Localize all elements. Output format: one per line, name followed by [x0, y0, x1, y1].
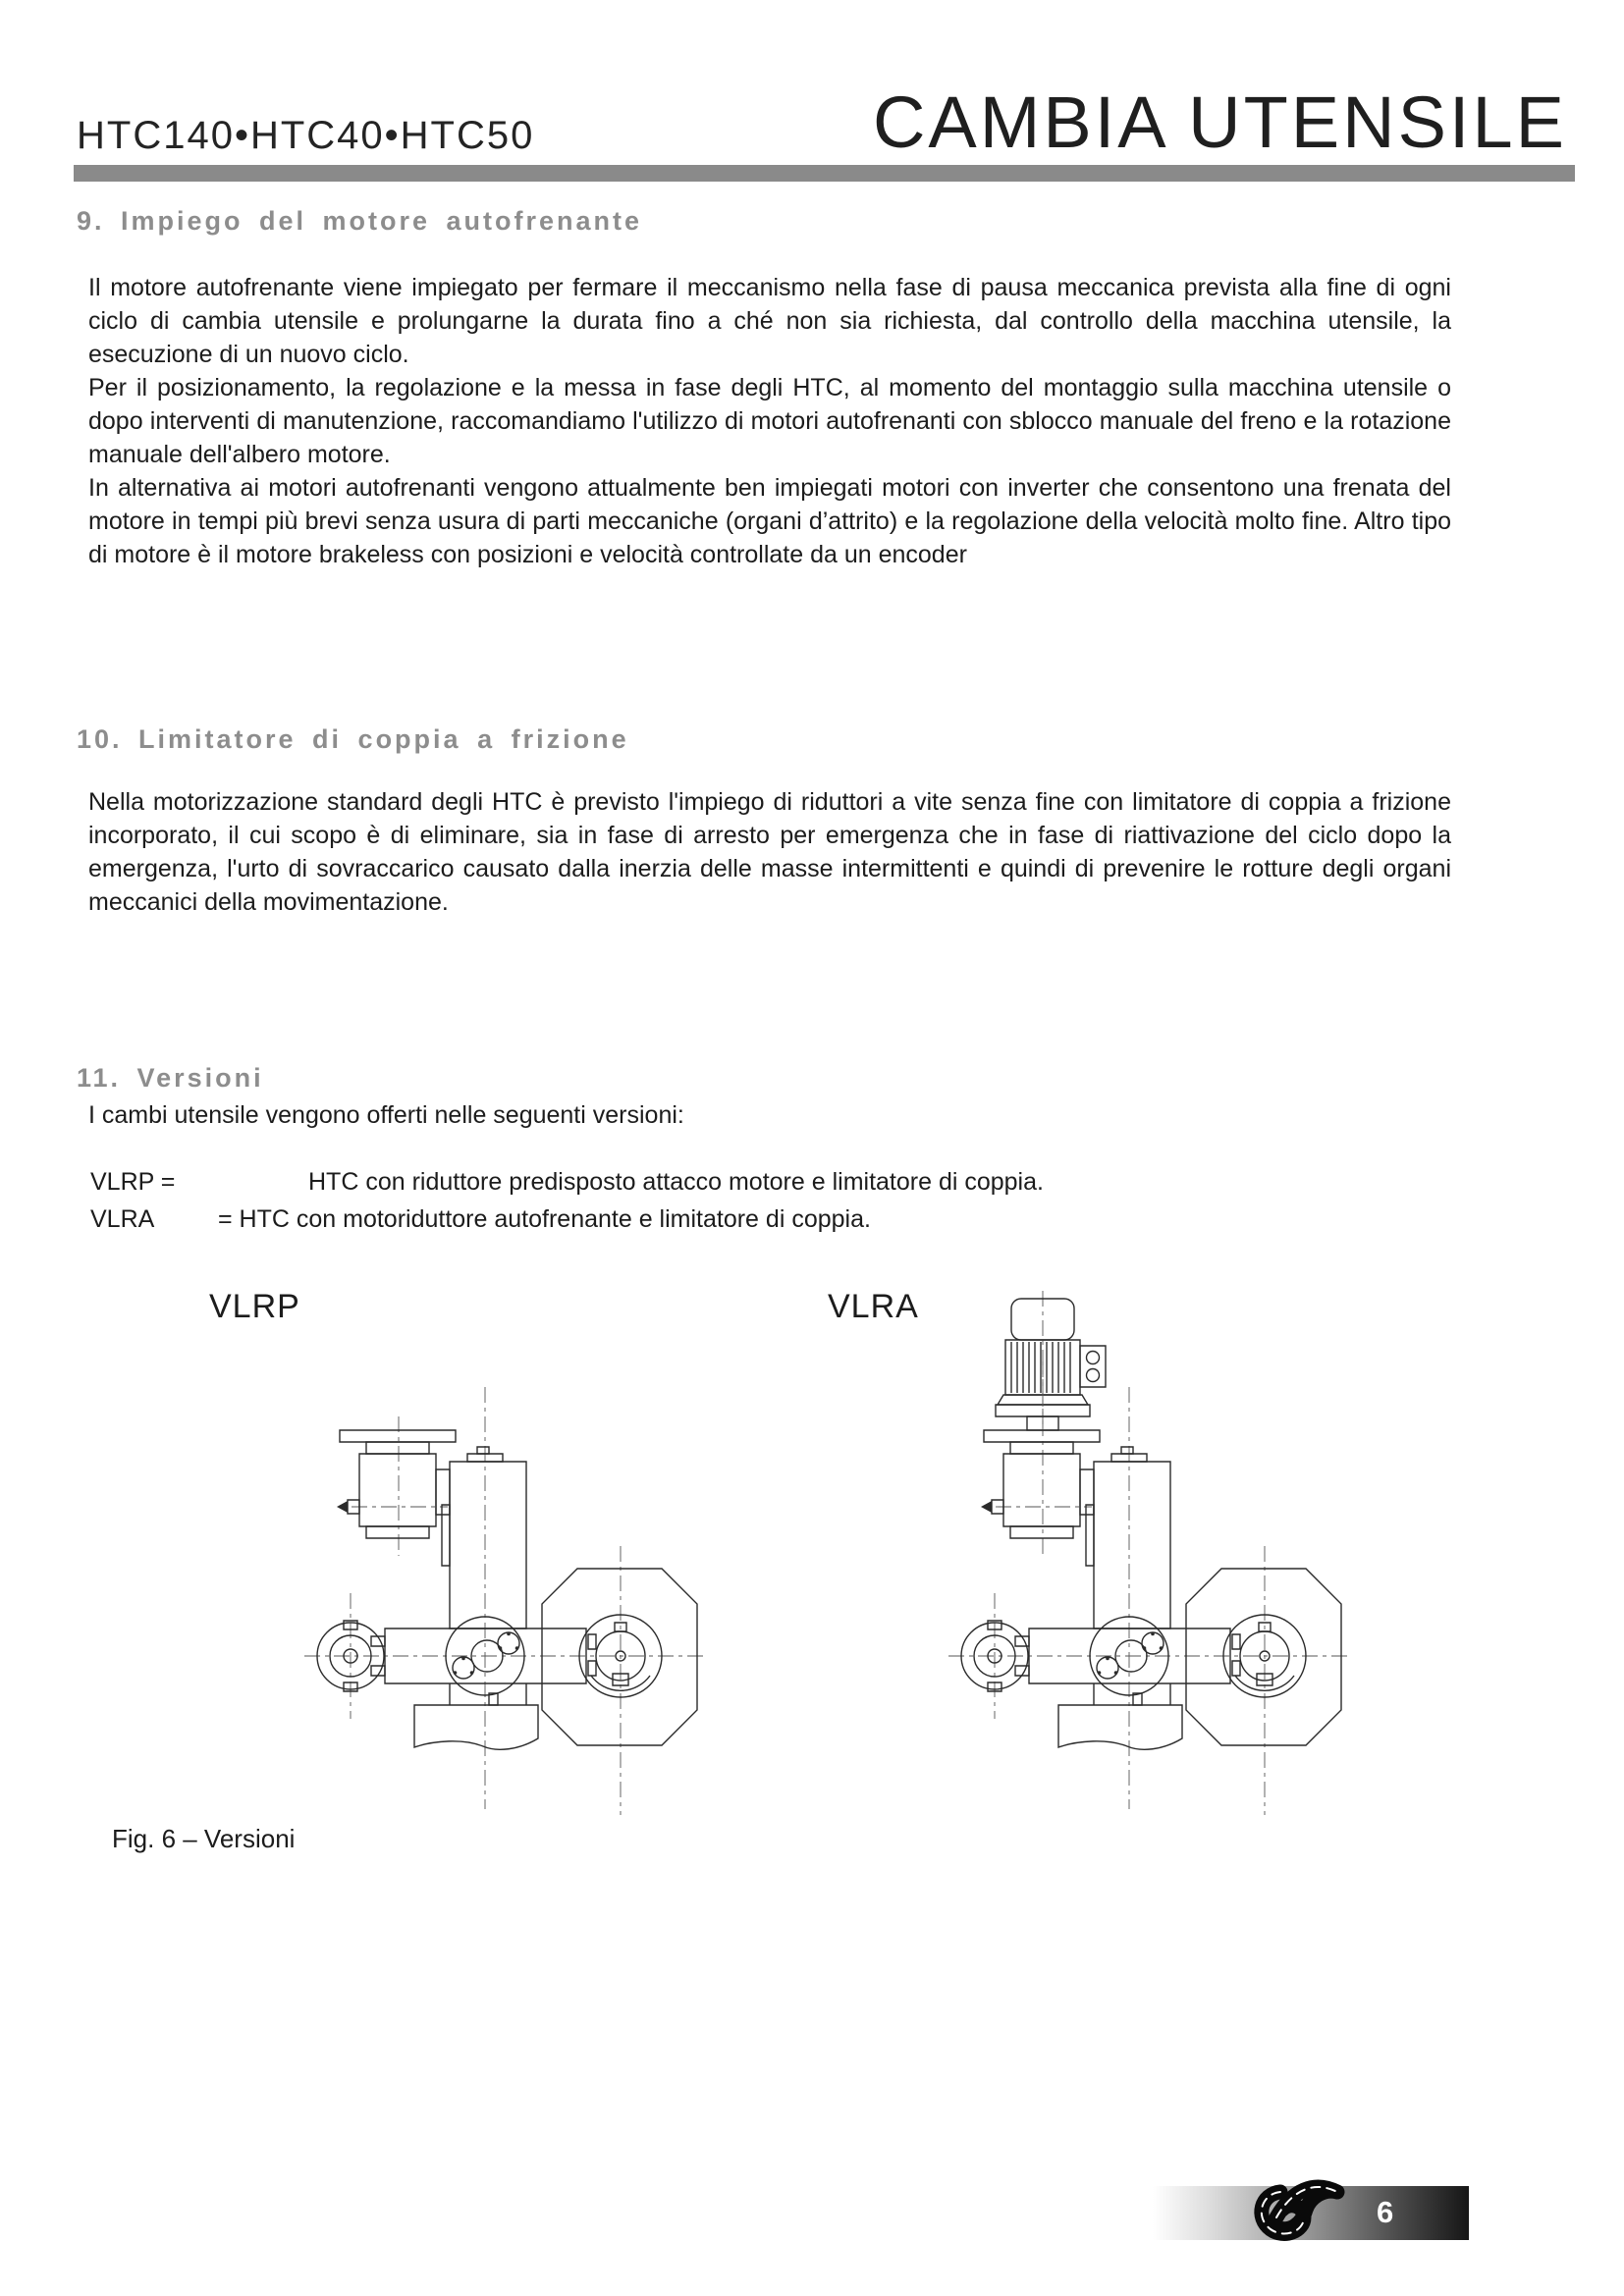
page-title: CAMBIA UTENSILE [872, 81, 1567, 163]
footer-bar [1153, 2186, 1469, 2240]
section-9-paragraph-2: Per il posizionamento, la regolazione e la messa in fase degli HTC, al momento del montaggio sulla macchina utensile o dopo interventi di manutenzione, raccomandiamo l'utilizzo di motori autofrenanti con sblocco manuale del freno e la rotazione manuale dell'albero motore. [88, 374, 1451, 468]
figure-caption: Fig. 6 – Versioni [112, 1824, 296, 1853]
version-definition-row [90, 1163, 1044, 1201]
def-term-vlrp: VLRP = [90, 1168, 176, 1196]
section-10-paragraph-1: Nella motorizzazione standard degli HTC è previsto l'impiego di riduttori a vite senza fine con limitatore di coppia a frizione incorporato, il cui scopo è di eliminare, sia in fase di arresto per emergenza che in fase di riattivazione del ciclo dopo la emergenza, l'urto di sovraccarico causato dalla inerzia delle masse intermittenti e quindi di prevenire le rotture degli organi meccanici della movimentazione. [88, 788, 1451, 916]
section-10-body [88, 785, 1451, 919]
def-desc-vlra: = HTC con motoriduttore autofrenante e limitatore di coppia. [218, 1205, 871, 1233]
page-number: 6 [1377, 2195, 1394, 2229]
def-term-vlra: VLRA [90, 1205, 155, 1233]
section-9-heading: 9. Impiego del motore autofrenante [77, 206, 643, 236]
figure-label-vlrp: VLRP [209, 1288, 300, 1325]
knot-logo-icon [1247, 2170, 1349, 2253]
section-11-intro: I cambi utensile vengono offerti nelle seguenti versioni: [88, 1101, 684, 1129]
figure-label-vlra: VLRA [828, 1288, 919, 1325]
version-definitions [90, 1163, 1044, 1238]
section-11-heading: 11. Versioni [77, 1063, 264, 1093]
header-models: HTC140•HTC40•HTC50 [77, 114, 535, 157]
header-rule [74, 165, 1575, 182]
vlrp-technical-drawing [265, 1360, 717, 1821]
section-9-body [88, 271, 1451, 571]
section-10-heading: 10. Limitatore di coppia a frizione [77, 724, 629, 754]
version-definition-row [90, 1201, 1044, 1238]
section-9-paragraph-3: In alternativa ai motori autofrenanti vengono attualmente ben impiegati motori con inverter che consentono una frenata del motore in tempi più brevi senza usura di parti meccaniche (organi d’attrito) e la regolazione della velocità molto fine. Altro tipo di motore è il motore brakeless con posizioni e velocità controllate da un encoder [88, 474, 1451, 568]
vlra-technical-drawing [901, 1289, 1363, 1824]
section-9-paragraph-1: Il motore autofrenante viene impiegato per fermare il meccanismo nella fase di pausa meccanica prevista alla fine di ogni ciclo di cambia utensile e prolungarne la durata fino a ché non sia richiesta, dal controllo della macchina utensile, la esecuzione di un nuovo ciclo. [88, 274, 1451, 368]
def-desc-vlrp: HTC con riduttore predisposto attacco motore e limitatore di coppia. [308, 1168, 1044, 1196]
